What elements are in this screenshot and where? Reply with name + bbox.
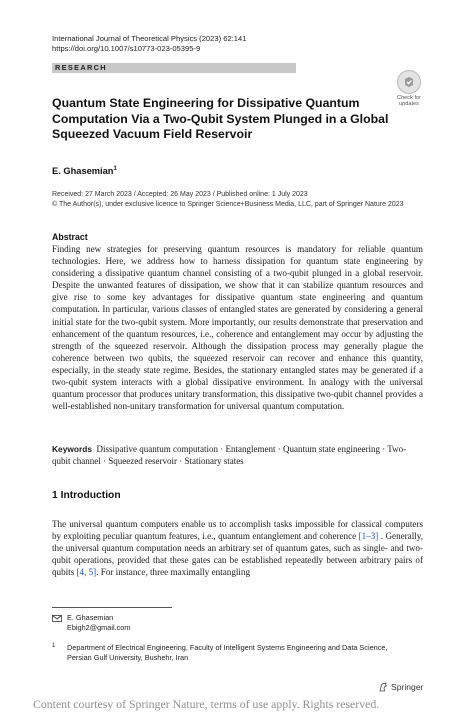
keywords-block <box>52 443 423 467</box>
abstract-text: Finding new strategies for preserving quantum resources is mandatory for reliable quantum technologies. Here, we address how to harness dissipation for quantum state engineering by considering a dissipative quantum channel consisting of a two-qubit plunged in a global reservoir. Despite the unwanted features of dissipation, we show that it can stabilize quantum resources and give rise to some key advantages for dissipative quantum state engineering and quantum computation. In particular, various classes of entangled states are generated by considering a general initial state for the two-qubit system. More importantly, our results demonstrate that preservation and enhancement of the quantum resources, i.e., coherence and entanglement may occur by adjusting the strength of the squeezed reservoir. Although the dissipation process may generally plague the coherence between two qubits, the squeezed reservoir can recover and enhance this quantity, especially, in the steady state regime. Besides, the stationary entangled states may be generated if a two-qubit system interacts with a global dissipative environment. In analogy with the universal quantum processor that produces unitary transformation, this dissipative two-qubit channel provides a well-established non-unitary transformation for universal quantum computation. <box>52 244 423 412</box>
publisher-logo <box>378 682 423 692</box>
publisher-name: Springer <box>391 682 424 692</box>
mail-icon <box>52 615 62 622</box>
courtesy-notice: Content courtesy of Springer Nature, terms of use apply. Rights reserved. <box>33 697 380 711</box>
abstract-heading: Abstract <box>52 232 88 242</box>
affiliation: Department of Electrical Engineering, Faculty of Intelligent Systems Engineering and Data Science, Persian Gulf University, Bushehr, Iran <box>67 643 388 662</box>
section-label: RESEARCH <box>55 63 107 72</box>
introduction-heading: 1 Introduction <box>52 490 121 501</box>
keywords-label: Keywords <box>52 444 93 454</box>
doi-link[interactable]: https://doi.org/10.1007/s10773-023-05395-9 <box>52 44 201 53</box>
author-affiliation-sup: 1 <box>113 166 117 172</box>
citation-link[interactable]: [4, 5] <box>76 567 97 578</box>
dates-line: Received: 27 March 2023 / Accepted: 26 May 2023 / Published online: 1 July 2023 <box>52 191 308 198</box>
introduction-text: The universal quantum computers enable us to accomplish tasks impossible for classical computers by exploiting peculiar quantum features, i.e., quantum entanglement and coherence [1–3] . Generally, the universal quantum computation needs an arbitrary set of quantum gates, such as single- and two-qubit operations, provided that these gates can be established repeatedly between arbitrary pairs of qubits [4, 5]. For instance, three maximally entangling <box>52 519 423 578</box>
paper-title: Quantum State Engineering for Dissipative Quantum Computation Via a Two-Qubit System Plunged in a Global Squeezed Vacuum Field Reservoir <box>52 96 389 141</box>
author-name: E. Ghasemian$^1$ <box>52 166 117 177</box>
journal-citation: International Journal of Theoretical Physics (2023) 62:141 <box>52 34 247 43</box>
keywords-text: Dissipative quantum computation · Entanglement · Quantum state engineering · Two-qubit channel · Squeezed reservoir · Stationary states <box>52 444 407 466</box>
contact-email[interactable]: Ebigh2@gmail.com <box>67 622 131 632</box>
springer-horse-icon <box>378 682 388 692</box>
corresponding-author <box>67 613 130 632</box>
copyright-line: © The Author(s), under exclusive licence to Springer Science+Business Media, LLC, part of Springer Nature 2023 <box>52 200 404 208</box>
contact-name: E. Ghasemian <box>67 613 114 622</box>
publication-dates <box>52 190 404 209</box>
check-updates-label: Check for updates <box>397 95 421 108</box>
check-updates-icon <box>397 70 421 94</box>
affiliation-number: 1 <box>52 643 56 649</box>
journal-header <box>52 34 246 54</box>
footnote-divider <box>52 607 172 608</box>
citation-link[interactable]: [1–3] <box>358 531 379 542</box>
